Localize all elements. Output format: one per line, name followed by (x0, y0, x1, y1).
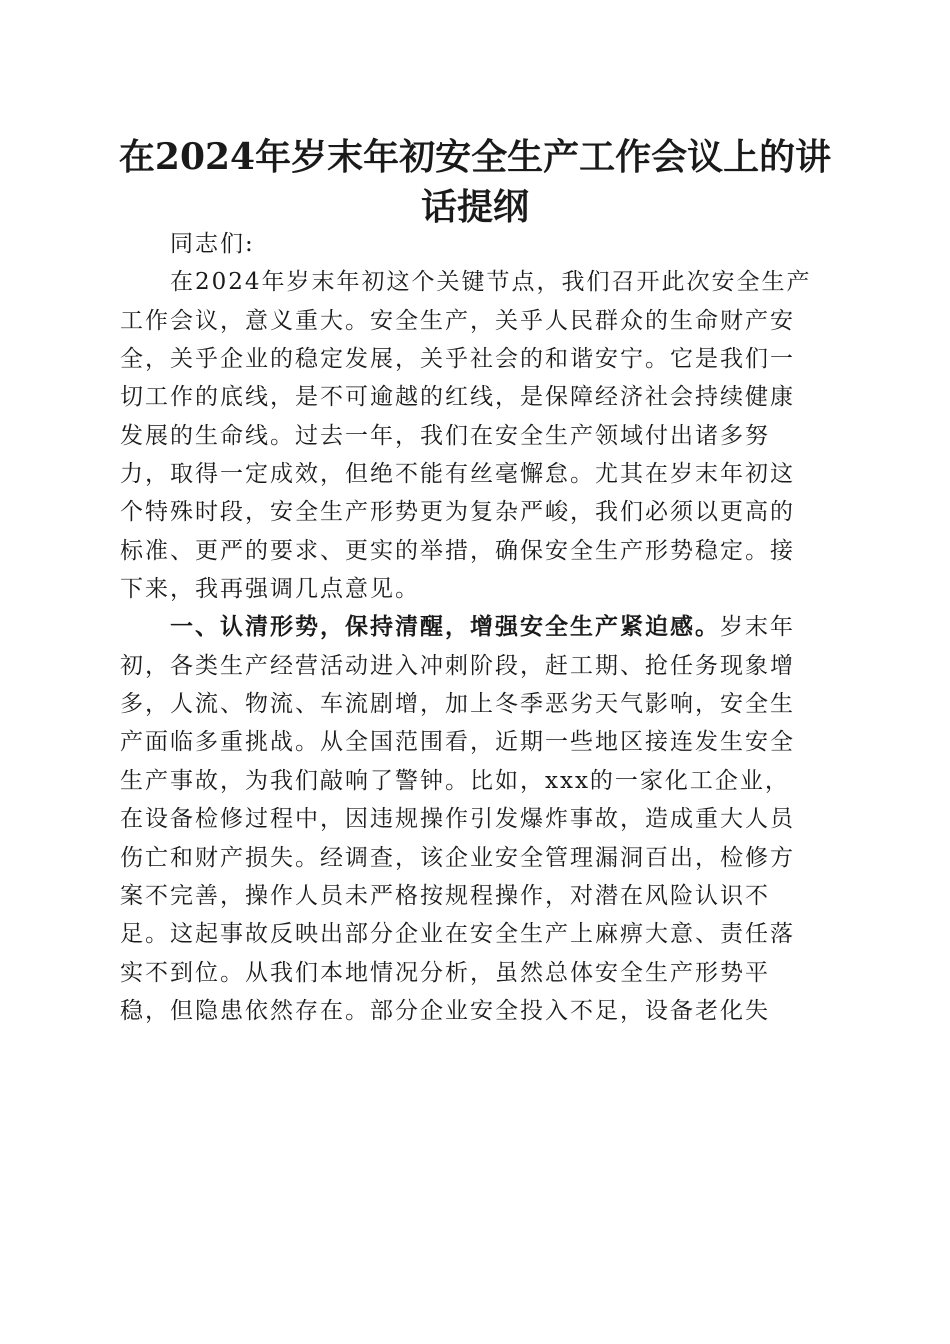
paragraph-line: 多，人流、物流、车流剧增，加上冬季恶劣天气影响，安全生 (120, 691, 795, 718)
paragraph-line: 工作会议，意义重大。安全生产，关乎人民群众的生命财产安 (120, 307, 795, 334)
paragraph-line: 切工作的底线，是不可逾越的红线，是保障经济社会持续健康 (120, 384, 795, 411)
paragraph-line: 稳，但隐患依然存在。部分企业安全投入不足，设备老化失 (120, 997, 770, 1024)
section-1-heading: 一、认清形势，保持清醒，增强安全生产紧迫感。 (170, 614, 720, 641)
title-line-2: 话提纲 (420, 186, 529, 228)
paragraph-line: 在2024年岁末年初这个关键节点，我们召开此次安全生产 (170, 269, 812, 296)
title-line-1: 在2024年岁末年初安全生产工作会议上的讲 (118, 136, 832, 178)
paragraph-line: 案不完善，操作人员未严格按规程操作，对潜在风险认识不 (120, 882, 770, 909)
paragraph-line: 初，各类生产经营活动进入冲刺阶段，赶工期、抢任务现象增 (120, 652, 795, 679)
paragraph-line: 实不到位。从我们本地情况分析，虽然总体安全生产形势平 (120, 959, 770, 986)
section-1-first-line-text: 岁末年 (720, 614, 795, 641)
paragraph-line: 在设备检修过程中，因违规操作引发爆炸事故，造成重大人员 (120, 806, 795, 833)
paragraph-intro (120, 263, 820, 608)
document-body (120, 225, 820, 1030)
paragraph-line: 全，关乎企业的稳定发展，关乎社会的和谐安宁。它是我们一 (120, 346, 795, 373)
paragraph-line: 生产事故，为我们敲响了警钟。比如，xxx的一家化工企业， (120, 767, 790, 794)
document-title (110, 132, 840, 232)
section-1-first-line (120, 608, 820, 646)
salutation: 同志们: (170, 231, 255, 257)
paragraph-line: 下来，我再强调几点意见。 (120, 576, 420, 603)
paragraph-line: 标准、更严的要求、更实的举措，确保安全生产形势稳定。接 (120, 537, 795, 564)
paragraph-line: 足。这起事故反映出部分企业在安全生产上麻痹大意、责任落 (120, 921, 795, 948)
paragraph-line: 发展的生命线。过去一年，我们在安全生产领域付出诸多努 (120, 422, 770, 449)
paragraph-line: 产面临多重挑战。从全国范围看，近期一些地区接连发生安全 (120, 729, 795, 756)
paragraph-line: 力，取得一定成效，但绝不能有丝毫懈怠。尤其在岁末年初这 (120, 461, 795, 488)
section-1 (120, 608, 820, 1030)
paragraph-line: 个特殊时段，安全生产形势更为复杂严峻，我们必须以更高的 (120, 499, 795, 526)
paragraph-line: 伤亡和财产损失。经调查，该企业安全管理漏洞百出，检修方 (120, 844, 795, 871)
